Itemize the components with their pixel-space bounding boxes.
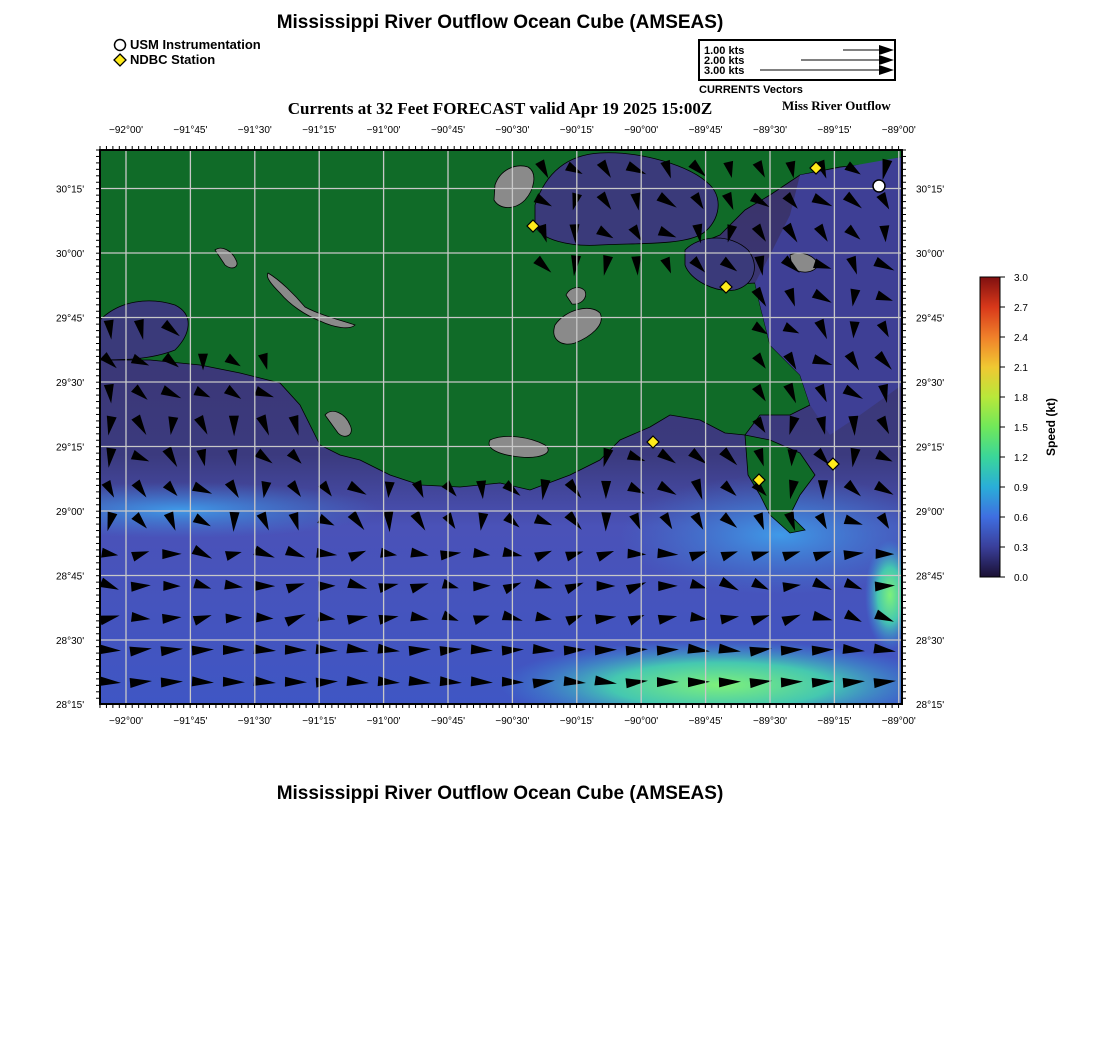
- lon-tick-label: −90°00': [624, 716, 659, 727]
- white-circle-icon: [113, 38, 127, 52]
- speed-colorbar: [970, 270, 1070, 590]
- lat-tick-label: 30°15': [916, 184, 945, 196]
- vector-key-label-3: 3.00 kts: [704, 65, 745, 77]
- lon-tick-label: −89°00': [881, 716, 916, 727]
- lon-tick-label: −89°45': [688, 716, 723, 727]
- lon-tick-label: −89°15': [817, 716, 852, 727]
- legend-ndbc-label: NDBC Station: [130, 52, 216, 67]
- lat-tick-label: 30°00': [916, 249, 945, 260]
- lat-tick-label: 28°15': [916, 700, 945, 711]
- second-page-title: Mississippi River Outflow Ocean Cube (AMSEAS): [276, 783, 724, 804]
- lat-tick-label: 29°45': [916, 313, 945, 325]
- lon-tick-label: −90°00': [624, 125, 659, 136]
- lon-tick-label: −91°00': [366, 125, 401, 136]
- colorbar-tick-label: 1.2: [1014, 453, 1028, 464]
- colorbar-ticks: [1000, 273, 1028, 584]
- lon-tick-label: −91°45': [173, 716, 208, 727]
- map-subtitle: Currents at 32 Feet FORECAST valid Apr 19 2025 15:00Z: [287, 99, 713, 118]
- vector-key: [698, 39, 896, 81]
- lon-tick-label: −89°30': [753, 125, 787, 136]
- lon-tick-label: −89°15': [817, 125, 852, 136]
- lon-tick-label: −90°15': [559, 716, 594, 727]
- colorbar-tick-label: 1.8: [1014, 393, 1028, 404]
- lat-tick-label: 28°15': [56, 700, 85, 711]
- lat-tick-label: 30°00': [56, 249, 85, 260]
- lat-tick-label: 28°30': [56, 636, 85, 647]
- currents-map: [0, 115, 960, 735]
- colorbar-scale: [980, 277, 1000, 577]
- page-title: Mississippi River Outflow Ocean Cube (AMSEAS): [276, 12, 724, 33]
- vector-key-caption: CURRENTS Vectors: [699, 84, 803, 96]
- lon-tick-label: −91°30': [237, 125, 272, 136]
- colorbar-tick-label: 0.0: [1014, 573, 1028, 584]
- lat-tick-label: 30°15': [56, 184, 85, 196]
- vector-key-label-2: 2.00 kts: [704, 55, 745, 67]
- colorbar-tick-label: 2.4: [1014, 333, 1028, 344]
- lat-tick-label: 29°30': [916, 378, 945, 389]
- lat-tick-label: 29°30': [56, 378, 85, 389]
- colorbar-tick-label: 0.9: [1014, 483, 1028, 494]
- colorbar-tick-label: 3.0: [1014, 273, 1028, 284]
- map-body: [0, 150, 940, 730]
- lon-tick-label: −92°00': [109, 716, 143, 727]
- usm-station-marker[interactable]: [873, 180, 885, 192]
- lon-tick-label: −91°15': [302, 125, 337, 136]
- lon-tick-label: −92°00': [109, 125, 143, 136]
- lon-tick-label: −91°30': [237, 716, 272, 727]
- sea-fast-east-edge: [865, 540, 915, 650]
- lat-tick-label: 29°00': [56, 507, 85, 518]
- lon-tick-label: −91°00': [366, 716, 401, 727]
- lon-tick-label: −89°00': [881, 125, 916, 136]
- colorbar-tick-label: 2.1: [1014, 363, 1028, 374]
- colorbar-tick-label: 1.5: [1014, 423, 1028, 434]
- lat-tick-label: 28°30': [916, 636, 945, 647]
- lon-tick-label: −90°30': [495, 125, 530, 136]
- lon-tick-label: −90°45': [431, 125, 465, 136]
- lon-tick-label: −90°15': [559, 125, 594, 136]
- vector-key-label-1: 1.00 kts: [704, 45, 745, 57]
- lat-tick-label: 29°15': [56, 442, 85, 454]
- lat-tick-label: 29°00': [916, 507, 945, 518]
- legend-usm-label: USM Instrumentation: [130, 37, 261, 52]
- colorbar-tick-label: 2.7: [1014, 303, 1028, 314]
- lon-tick-label: −90°45': [431, 716, 465, 727]
- legend-usm: [113, 37, 261, 52]
- lon-tick-label: −89°30': [753, 716, 787, 727]
- lon-tick-label: −91°45': [173, 125, 208, 136]
- colorbar-tick-label: 0.6: [1014, 513, 1028, 524]
- lon-tick-label: −91°15': [302, 716, 337, 727]
- colorbar-tick-label: 0.3: [1014, 543, 1028, 554]
- lat-tick-label: 28°45': [56, 571, 85, 583]
- region-label: Miss River Outflow: [782, 98, 891, 113]
- colorbar-label: Speed (kt): [1044, 397, 1058, 457]
- lat-tick-label: 29°45': [56, 313, 85, 325]
- lon-tick-label: −89°45': [688, 125, 723, 136]
- legend-ndbc: [113, 52, 215, 67]
- lat-tick-label: 29°15': [916, 442, 945, 454]
- lon-tick-label: −90°30': [495, 716, 530, 727]
- yellow-diamond-icon: [113, 53, 127, 67]
- lat-tick-label: 28°45': [916, 571, 945, 583]
